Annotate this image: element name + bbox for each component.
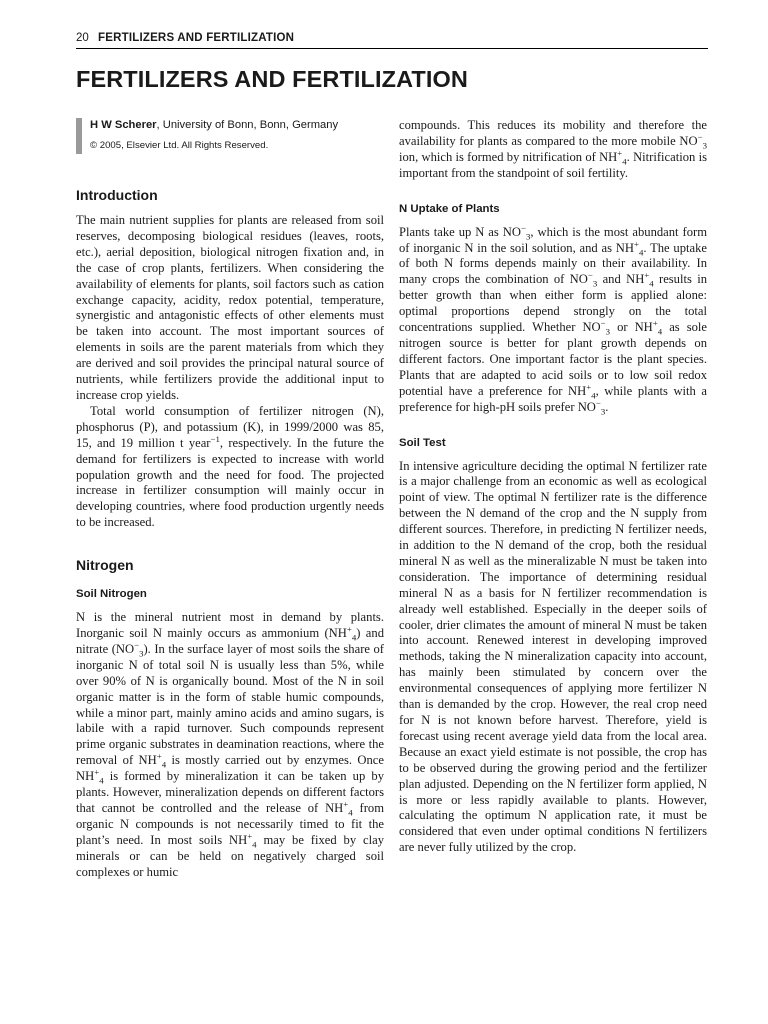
right-column [399,118,707,856]
ammonium-ion: $NH^+_4$ [325,798,353,818]
running-title: FERTILIZERS AND FERTILIZATION [98,32,295,44]
ammonium-ion: $NH^+_4$ [634,317,663,337]
section-heading-nitrogen: Nitrogen [76,557,134,574]
nitrate-ion: $NO^-_3$ [679,131,707,151]
ammonium-ion: $NH^+_4$ [615,238,644,258]
article-title: FERTILIZERS AND FERTILIZATION [76,66,468,92]
soil-nitrogen-continuation: compounds. This reduces its mobility and therefore the availability for plants as compared to the more mobile $NO^-_3$ ion, which is formed by nitrification of $NH^+_4$. Nitrification is important from the standpoint of soil fertility. [399,118,707,180]
nitrate-ion: $NO^-_3$ [502,222,531,242]
ammonium-ion: $NH^+_4$ [138,751,167,770]
author-block [76,118,390,154]
soil-nitrogen-paragraph: N is the mineral nutrient most in demand by plants. Inorganic soil N mainly occurs as ammonium $(NH^+_4)$ and nitrate $(NO^-_3)$. In the surface layer of most soils the share of inorganic N of total soil N is usually less than 5%, while over 90% of N is organically bound. Most of the N in soil organic matter is in the form of stable humic compounds, while a minor part, mainly amino acids and amino sugars, is labile with a rapid turnover. Such compounds represent prime organic substrates in deamination reactions, where the removal of $NH^+_4$ is mostly carried out by enzymes. Once $NH^+_4$ is formed by mineralization it can be taken up by plants. However, mineralization depends on different factors that cannot be controlled and the release of $NH^+_4$ from organic N compounds is not necessarily timed to fit the plant’s need. In most soils $NH^+_4$ may be fixed by clay minerals or can be held on negatively charged soil complexes or humic [76,610,384,879]
nitrate-ion: $NO^-_3$ [569,270,598,289]
header-rule [76,48,708,49]
copyright-notice: © 2005, Elsevier Ltd. All Rights Reserved. [90,140,269,151]
intro-paragraph-2: Total world consumption of fertilizer nitrogen (N), phosphorus (P), and potassium (K), in 1999/2000 was 85, 15, and 19 million t year$^{-1}$, respectively. In the future the demand for fertilizers is expected to increase with world population growth and the need for food. The projected increase in fertilizer consumption will mainly occur in developing countries, where food production urgently needs to be increased. [76,403,384,530]
n-uptake-paragraph: Plants take up N as $NO^-_3$, which is the most abundant form of inorganic N in the soil solution, and as $NH^+_4$. The uptake of both N forms depends mainly on their availability. In many crops the combination of $NO^-_3$ and $NH^+_4$ results in better growth than when either form is applied alone: optimal proportions depend strongly on the total concentrations supplied. Whether $NO^-_3$ or $NH^+_4$ as sole nitrogen source is better for plant growth depends on different factors. One important factor is the plant species. Plants that are adapted to acid soils or to low soil redox potential have a preference for $NH^+_4$, while plants with a preference for high-pH soils prefer $NO^-_3$. [399,222,707,417]
ammonium-ion: $NH^+_4$ [328,623,357,643]
author-line [90,118,390,132]
left-column [76,186,384,881]
subsection-heading-soil-nitrogen: Soil Nitrogen [76,588,147,601]
section-heading-introduction: Introduction [76,187,158,203]
ammonium-ion: $NH^+_4$ [76,767,104,786]
nitrate-ion: $NO^-_3$ [582,317,611,337]
ammonium-ion: $NH^+_4$ [568,381,596,401]
running-head [76,32,294,44]
subsection-heading-n-uptake: N Uptake of Plants [399,202,500,215]
author-name: H W Scherer [90,119,157,131]
page-number: 20 [76,32,89,44]
soil-test-paragraph: In intensive agriculture deciding the optimal N fertilizer rate is a major challenge from an economic as well as ecological point of view. The optimal N fertilizer rate is the difference between the N demand of the crop and the N supply from different sources. Therefore, in predicting N fertilizer needs, in addition to the N demand of the crop, both the residual mineral N as well as the mineralizable N must be taken into consideration. The importance of determining residual mineral N as a basis for N fertilizer recommendation is already well established. Especially in the deeper soils of cooler, drier climates the amount of mineral N must be taken into account. Renewed interest in developing improved methods, taking the N mineralization capacity into account, has mainly been stimulated by concern over the environmental consequences of applying more fertilizer N than is demanded by the crop. However, the real crop need for N is not known before harvest. Therefore, yield is forecast using recent average yield data from the local area. Because an exact yield estimate is not possible, the crop has to be observed during the growing period and the fertilizer plan adjusted. Depending on the N fertilizer form applied, N is more or less rapidly available to plants. However, calculating the optimum N application rate, it must be considered that even under optimal conditions N fertilizers are never fully utilized by the crop. [399,458,707,855]
subsection-heading-soil-test: Soil Test [399,436,446,449]
author-affiliation: , University of Bonn, Bonn, Germany [156,119,339,131]
ammonium-ion: $NH^+_4$ [599,147,627,167]
ammonium-ion: $NH^+_4$ [228,830,257,850]
nitrate-ion: $NO^-_3$ [577,397,606,417]
ammonium-ion: $NH^+_4$ [626,270,654,289]
intro-paragraph-1: The main nutrient supplies for plants are released from soil reserves, decomposing biological residues (leaves, roots, etc.), aerial deposition, biological nitrogen fixation and, in the case of crop plants, fertilizers. When considering the availability of elements for plants, soil factors such as cation exchange capacity, acidity, redox potential, temperature, synergistic and antagonistic effects of other elements must be taken into account. The most important sources of elements in soils are the parent materials from which they are derived and soil provides the principal natural source of nutrients, while fertilizers provide the additional input to increase crop yields. [76,213,384,402]
nitrate-ion: $NO^-_3$ [115,639,144,659]
